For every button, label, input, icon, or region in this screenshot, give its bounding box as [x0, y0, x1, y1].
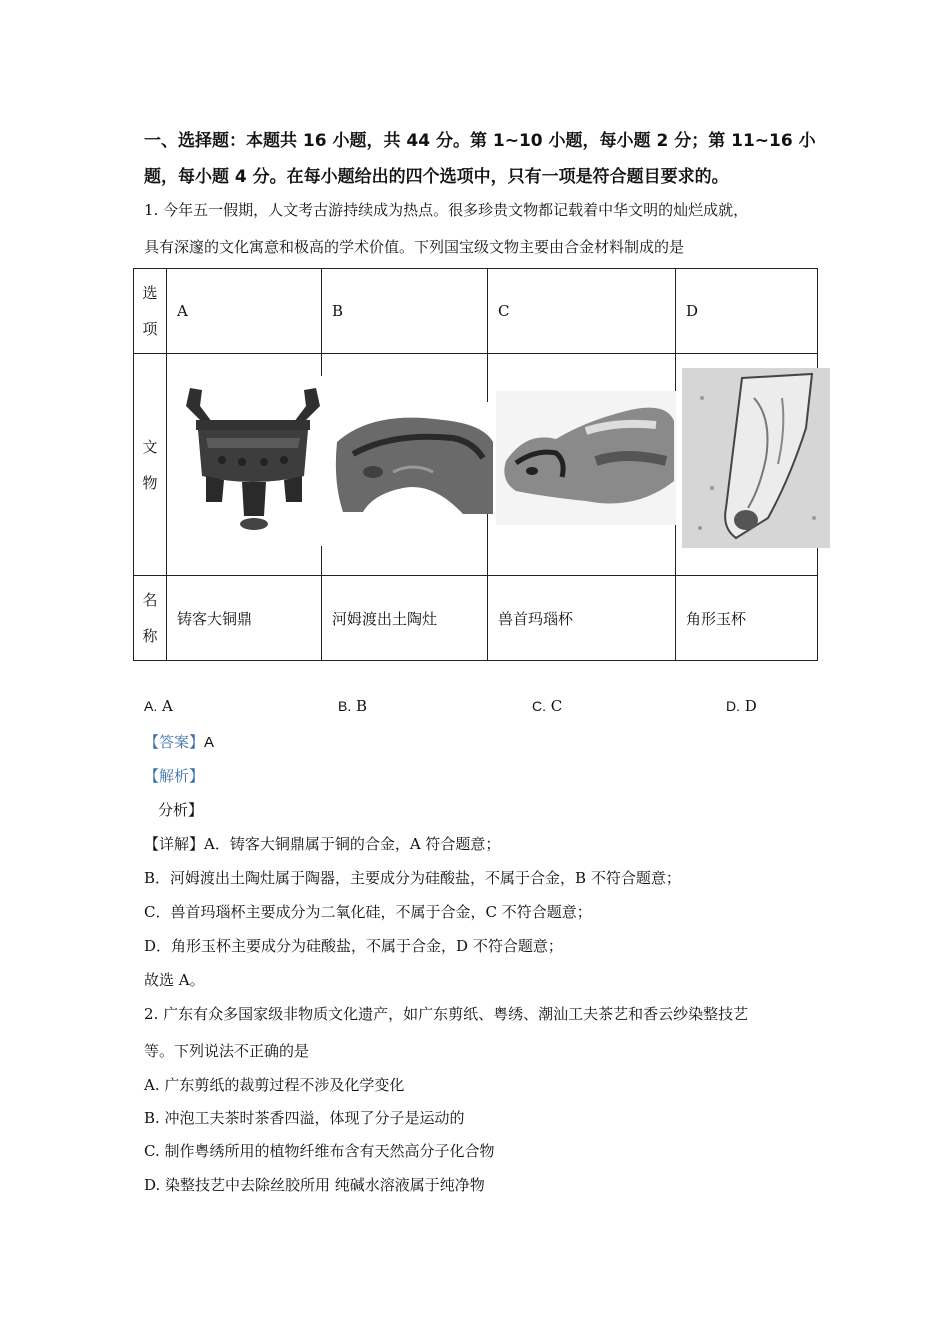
relic-name-a: 铸客大铜鼎 [167, 576, 322, 661]
option-header-b: B [322, 269, 488, 354]
bronze-ding-image [172, 376, 334, 546]
option-header-c: C [488, 269, 676, 354]
q1-stem-line1: 1. 今年五一假期，人文考古游持续成为热点。很多珍贵文物都记载着中华文明的灿烂成就， [144, 201, 749, 219]
analysis-sub: 分析】 [158, 801, 204, 819]
answer-value: A [204, 734, 215, 751]
answer-tag: 【答案】 [144, 733, 205, 751]
agate-rhyton-image [496, 391, 676, 525]
table-image-label: 文 物 [134, 354, 167, 576]
section-title-line1: 一、选择题：本题共 16 小题，共 44 分。第 1~10 小题，每小题 2 分；第 11~16 小 [144, 131, 816, 151]
table-name-label: 名 称 [134, 576, 167, 661]
table-header-label: 选 项 [134, 269, 167, 354]
analysis-tag: 【解析】 [144, 767, 205, 785]
detail-line-4: D．角形玉杯主要成分为硅酸盐，不属于合金，D 不符合题意； [144, 937, 563, 955]
section-title-line2: 题，每小题 4 分。在每小题给出的四个选项中，只有一项是符合题目要求的。 [144, 167, 729, 187]
q2-option-c[interactable]: C. 制作粤绣所用的植物纤维布含有天然高分子化合物 [144, 1142, 495, 1160]
choice-b[interactable]: B. B [338, 697, 368, 715]
q2-option-d[interactable]: D. 染整技艺中去除丝胶所用 纯碱水溶液属于纯净物 [144, 1176, 485, 1194]
q2-option-b[interactable]: B. 冲泡工夫茶时茶香四溢，体现了分子是运动的 [144, 1109, 465, 1127]
q2-option-a[interactable]: A. 广东剪纸的裁剪过程不涉及化学变化 [144, 1076, 405, 1094]
q2-stem-line1: 2. 广东有众多国家级非物质文化遗产，如广东剪纸、粤绣、潮汕工夫茶艺和香云纱染整技艺 [144, 1005, 749, 1023]
jade-horn-cup-image [682, 368, 830, 548]
option-header-d: D [676, 269, 818, 354]
relic-name-d: 角形玉杯 [676, 576, 818, 661]
option-header-a: A [167, 269, 322, 354]
choice-d[interactable]: D. D [726, 697, 757, 715]
relic-name-b: 河姆渡出土陶灶 [322, 576, 488, 661]
answer-line [144, 731, 214, 752]
q2-stem-line2: 等。下列说法不正确的是 [144, 1042, 310, 1060]
pottery-stove-image [333, 402, 495, 514]
choice-c[interactable]: C. C [532, 697, 563, 715]
conclusion-line: 故选 A。 [144, 971, 205, 989]
relic-name-c: 兽首玛瑙杯 [488, 576, 676, 661]
q1-stem-line2: 具有深邃的文化寓意和极高的学术价值。下列国宝级文物主要由合金材料制成的是 [144, 238, 685, 256]
choice-a[interactable]: A. A [144, 697, 173, 715]
detail-line-3: C．兽首玛瑙杯主要成分为二氧化硅，不属于合金，C 不符合题意； [144, 903, 592, 921]
detail-line-2: B．河姆渡出土陶灶属于陶器，主要成分为硅酸盐，不属于合金，B 不符合题意； [144, 869, 681, 887]
detail-line-1: 【详解】A．铸客大铜鼎属于铜的合金，A 符合题意； [144, 835, 501, 853]
